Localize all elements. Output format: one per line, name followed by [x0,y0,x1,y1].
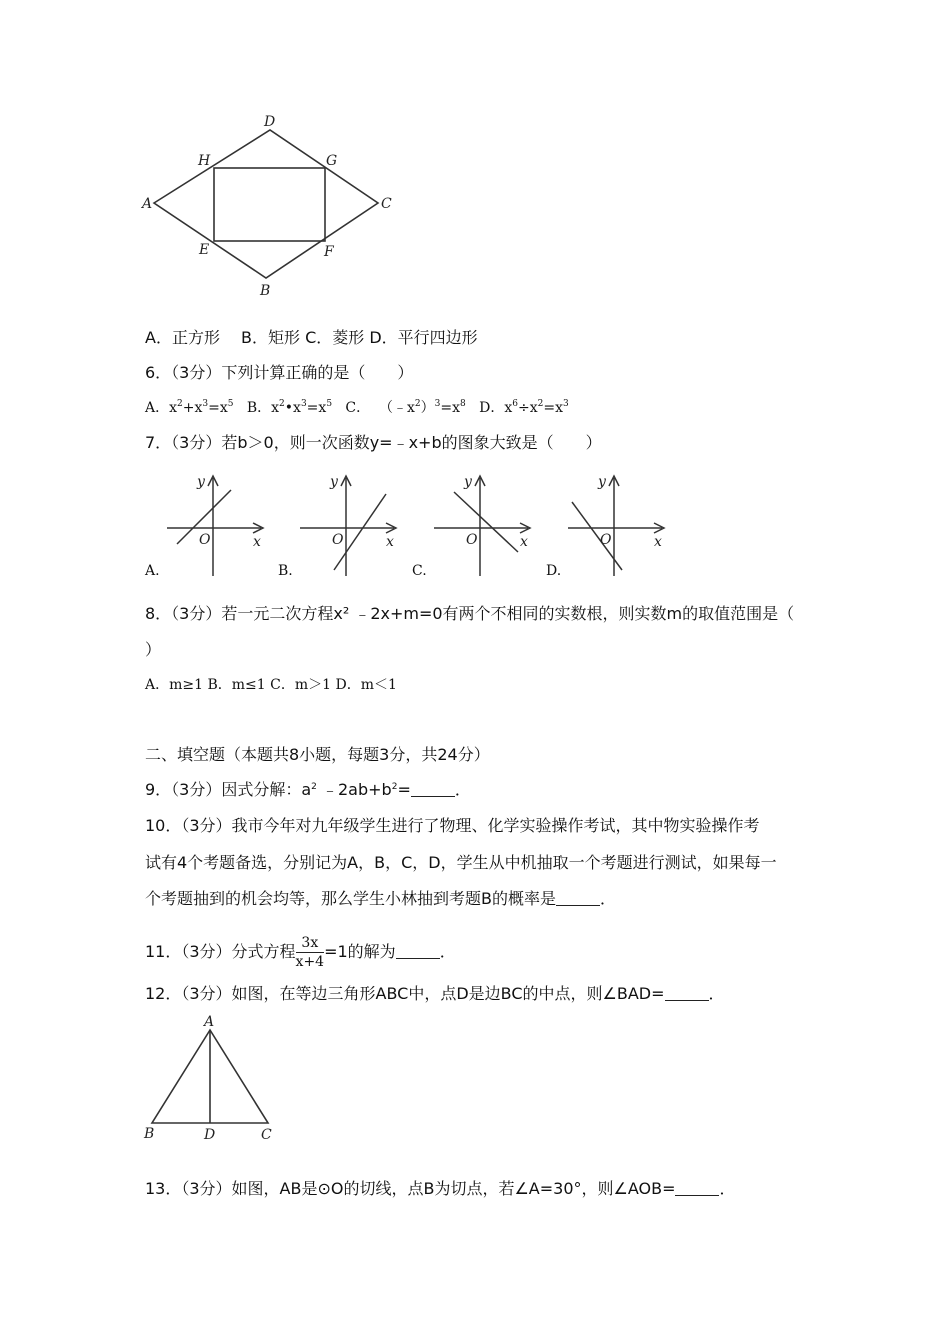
svg-text:x: x [386,534,394,550]
q10-line2: 试有4个考题备选，分别记为A，B，C，D，学生从中机抽取一个考题进行测试，如果每一 [145,853,777,872]
svg-text:O: O [466,532,478,548]
q8-options: A．m≥1 B．m≤1 C．m＞1 D．m＜1 [145,677,397,693]
triangle-figure [140,1010,280,1145]
q11: 11．（3分）分式方程 $\frac{3x}{x+4}$ =1的解为 ． [145,935,456,970]
q7-option-a: A. [145,563,160,579]
q7-option-d: D. [546,563,562,579]
svg-text:y: y [598,474,606,490]
q7-stem: 7．（3分）若b＞0，则一次函数y=﹣x+b的图象大致是（ ） [145,433,602,452]
q7-graph-c [432,472,537,578]
svg-text:y: y [464,474,472,490]
label-D: D [204,1127,216,1143]
label-A: A [142,196,153,212]
svg-text:x: x [654,534,662,550]
q7-graph-b [298,472,403,578]
label-G: G [326,153,338,169]
q9-answer-blank[interactable] [411,782,455,797]
q10-line1: 10．（3分）我市今年对九年级学生进行了物理、化学实验操作考试，其中物实验操作考 [145,816,760,835]
q7-option-b: B. [278,563,293,579]
label-C: C [261,1127,272,1143]
q12-answer-blank[interactable] [665,986,709,1001]
label-H: H [198,153,211,169]
q11-fraction: $\frac{3x}{x+4}$ [295,935,325,970]
svg-text:y: y [330,474,338,490]
label-D: D [264,114,276,130]
label-C: C [381,196,392,212]
q6-stem: 6．（3分）下列计算正确的是（ ） [145,363,414,382]
svg-text:O: O [332,532,344,548]
q7-graph-a [165,472,270,578]
svg-text:O: O [199,532,211,548]
q13-answer-blank[interactable] [675,1181,719,1196]
q9: 9．（3分）因式分解：$a^2$ $﹣2ab+b^2=$ ． [145,780,471,799]
section-2-heading: 二、填空题（本题共8小题，每题3分，共24分） [145,745,490,764]
svg-text:O: O [600,532,612,548]
q8-stem-line2: ） [145,640,162,659]
label-E: E [199,242,210,258]
q7-option-c: C. [412,563,427,579]
svg-text:x: x [520,534,528,550]
q13-stem: 13．（3分）如图，AB是⊙O的切线，点B为切点，若∠A=30°，则∠AOB= ． [145,1179,736,1198]
q12-stem: 12．（3分）如图，在等边三角形ABC中，点D是边BC的中点，则∠BAD= ． [145,984,725,1003]
q6-options: A．$x^2+x^3=x^5$ B．$x^2•x^3=x^5$ C． $(﹣x^2)^3=x^8$ D．$x^6\div x^2=x^3$ [145,399,569,416]
label-B: B [144,1126,155,1142]
rhombus-outline [154,130,378,278]
label-A: A [204,1014,215,1030]
inner-rectangle [214,168,325,241]
label-B: B [260,283,271,299]
q10-answer-blank[interactable] [556,891,600,906]
svg-text:y: y [197,474,205,490]
q8-stem-line1: 8．（3分）若一元二次方程x² ﹣2x+m=0有两个不相同的实数根，则实数m的取值范围是（ [145,604,795,623]
q5-options: A．正方形 B．矩形 C．菱形 D．平行四边形 [145,328,478,347]
q11-answer-blank[interactable] [396,944,440,959]
label-F: F [324,244,334,260]
svg-text:x: x [253,534,261,550]
q7-graph-d [566,472,671,578]
rhombus-figure [140,110,400,300]
q10-line3: 个考题抽到的机会均等，那么学生小林抽到考题B的概率是 ． [145,889,616,908]
